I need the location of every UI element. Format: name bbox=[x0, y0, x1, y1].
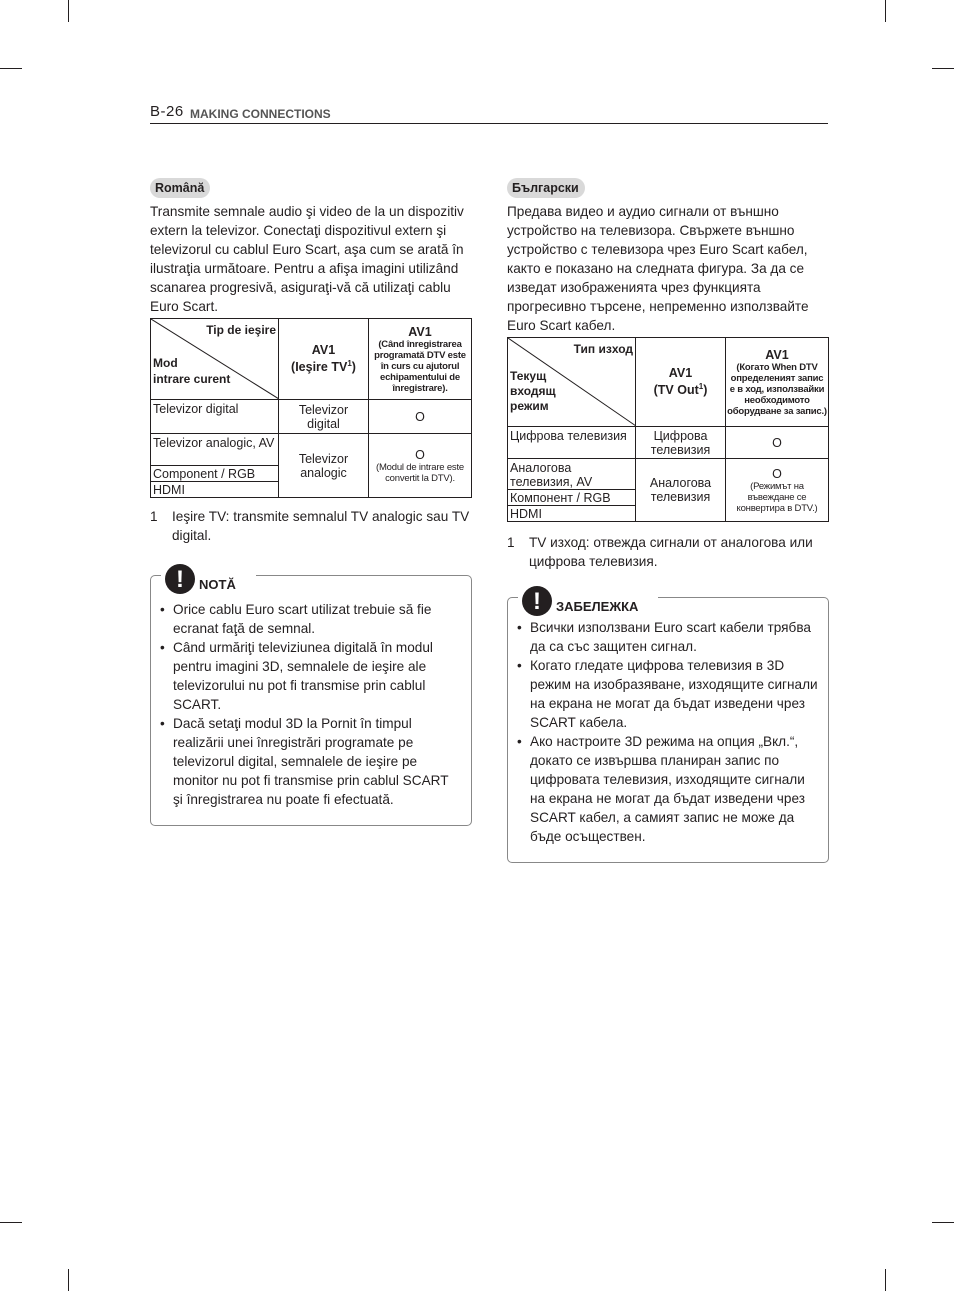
note-label: ! NOTĂ bbox=[161, 564, 256, 594]
cell-value: Аналогова телевизия bbox=[636, 459, 726, 522]
crop-mark bbox=[0, 1222, 22, 1223]
intro-text: Transmite semnale audio şi video de la un dispozitiv extern la televizor. Conectaţi dispozitivul extern şi televizorul cu cablul Euro Scart, aşa cum se arată în ilustraţia următoare. Pentru a afişa imagini utilizând scanarea progresivă, asiguraţi-vă că utilizaţi cablu Euro Scart. bbox=[150, 204, 464, 314]
list-item: • Ако настроите 3D режима на опция „Вкл.“, докато се извършва планиран запис по цифровата телевизия, изходящите сигнали на екрана не могат да бъдат изведени чрез SCART кабел, а самият запис не може да бъде осъществен. bbox=[516, 732, 818, 846]
row-label: Цифрова телевизия bbox=[508, 427, 636, 459]
row-label: Component / RGB bbox=[151, 466, 279, 482]
header-av1-tv-out: AV1 (Ieşire $TV^1$) bbox=[279, 319, 369, 400]
row-label: Televizor digital bbox=[151, 400, 279, 434]
language-badge: Български bbox=[507, 178, 585, 198]
header-av1-recording: AV1 (Când înregistrarea programată DTV este în curs cu ajutorul echipamentului de înregistrare). bbox=[369, 319, 472, 400]
row-label: Компонент / RGB bbox=[508, 490, 636, 506]
list-item: • Когато гледате цифрова телевизия в 3D режим на изобразяване, изходящите сигнали на екрана не могат да бъдат изведени чрез SCART кабела. bbox=[516, 656, 818, 732]
table-corner-cell bbox=[151, 319, 279, 400]
crop-mark bbox=[932, 68, 954, 69]
column-bulgarian bbox=[507, 178, 829, 863]
list-item: • Dacă setaţi modul 3D la Pornit în timpul realizării unei înregistrări programate pe televizorul digital, semnalele de ieşire pe monitor nu pot fi transmise prin cablul SCART şi înregistrarea nu poate fi efectuată. bbox=[159, 714, 461, 809]
output-table bbox=[507, 337, 829, 522]
column-romanian bbox=[150, 178, 472, 826]
cell-value-note: O (Режимът на въвеждане се конвертира в DTV.) bbox=[726, 459, 829, 522]
crop-mark bbox=[0, 68, 22, 69]
cell-value: Televizor digital bbox=[279, 400, 369, 434]
note-list bbox=[516, 618, 818, 846]
section-title: MAKING CONNECTIONS bbox=[190, 107, 331, 121]
footnote: 1 Ieşire TV: transmite semnalul TV analogic sau TV digital. bbox=[150, 509, 470, 543]
crop-mark bbox=[932, 1222, 954, 1223]
corner-top-label: Тип изход bbox=[573, 342, 633, 356]
cell-value: Цифрова телевизия bbox=[636, 427, 726, 459]
list-item: • Orice cablu Euro scart utilizat trebuie să fie ecranat faţă de semnal. bbox=[159, 600, 461, 638]
header-av1-recording: AV1 (Когато When DTV определеният запис е в ход, използвайки необходимото оборудване за запис.) bbox=[726, 338, 829, 427]
note-label: ! ЗАБЕЛЕЖКА bbox=[518, 586, 658, 616]
header-av1-tv-out: AV1 (TV Out$^1$) bbox=[636, 338, 726, 427]
crop-mark bbox=[885, 0, 886, 22]
intro-text: Предава видео и аудио сигнали от външно устройство на телевизора. Свържете външно устройство с телевизора чрез Euro Scart кабел, както е показано на следната фигура. За да се изведат изображенията чрез функцията прогресивно търсене, непременно използвайте Euro Scart кабел. bbox=[507, 204, 809, 333]
page-header bbox=[150, 103, 828, 124]
exclamation-icon: ! bbox=[165, 564, 195, 594]
corner-bottom-label: Текущ входящ режим bbox=[510, 369, 556, 413]
note-box bbox=[507, 587, 829, 863]
note-list bbox=[159, 600, 461, 809]
language-badge: Română bbox=[150, 178, 210, 198]
row-label: Аналогова телевизия, AV bbox=[508, 459, 636, 490]
crop-mark bbox=[68, 1269, 69, 1291]
cell-value: O bbox=[726, 427, 829, 459]
note-box bbox=[150, 565, 472, 826]
table-corner-cell bbox=[508, 338, 636, 427]
crop-mark bbox=[885, 1269, 886, 1291]
corner-bottom-label: Mod intrare curent bbox=[153, 356, 231, 386]
exclamation-icon: ! bbox=[522, 586, 552, 616]
output-table bbox=[150, 318, 472, 498]
row-label: HDMI bbox=[151, 482, 279, 498]
page-number: B-26 bbox=[150, 103, 184, 120]
row-label: Televizor analogic, AV bbox=[151, 434, 279, 466]
cell-value: O bbox=[369, 400, 472, 434]
list-item: • Всички използвани Euro scart кабели трябва да са със защитен сигнал. bbox=[516, 618, 818, 656]
cell-value-note: O (Modul de intrare este convertit la DTV). bbox=[369, 434, 472, 498]
footnote: 1 TV изход: отвежда сигнали от аналогова или цифрова телевизия. bbox=[507, 535, 813, 569]
list-item: • Când urmăriţi televiziunea digitală în modul pentru imagini 3D, semnalele de ieşire ale televizorului nu pot fi transmise prin cablul SCART. bbox=[159, 638, 461, 714]
corner-top-label: Tip de ieşire bbox=[206, 323, 276, 337]
cell-value: Televizor analogic bbox=[279, 434, 369, 498]
crop-mark bbox=[68, 0, 69, 22]
row-label: HDMI bbox=[508, 506, 636, 522]
